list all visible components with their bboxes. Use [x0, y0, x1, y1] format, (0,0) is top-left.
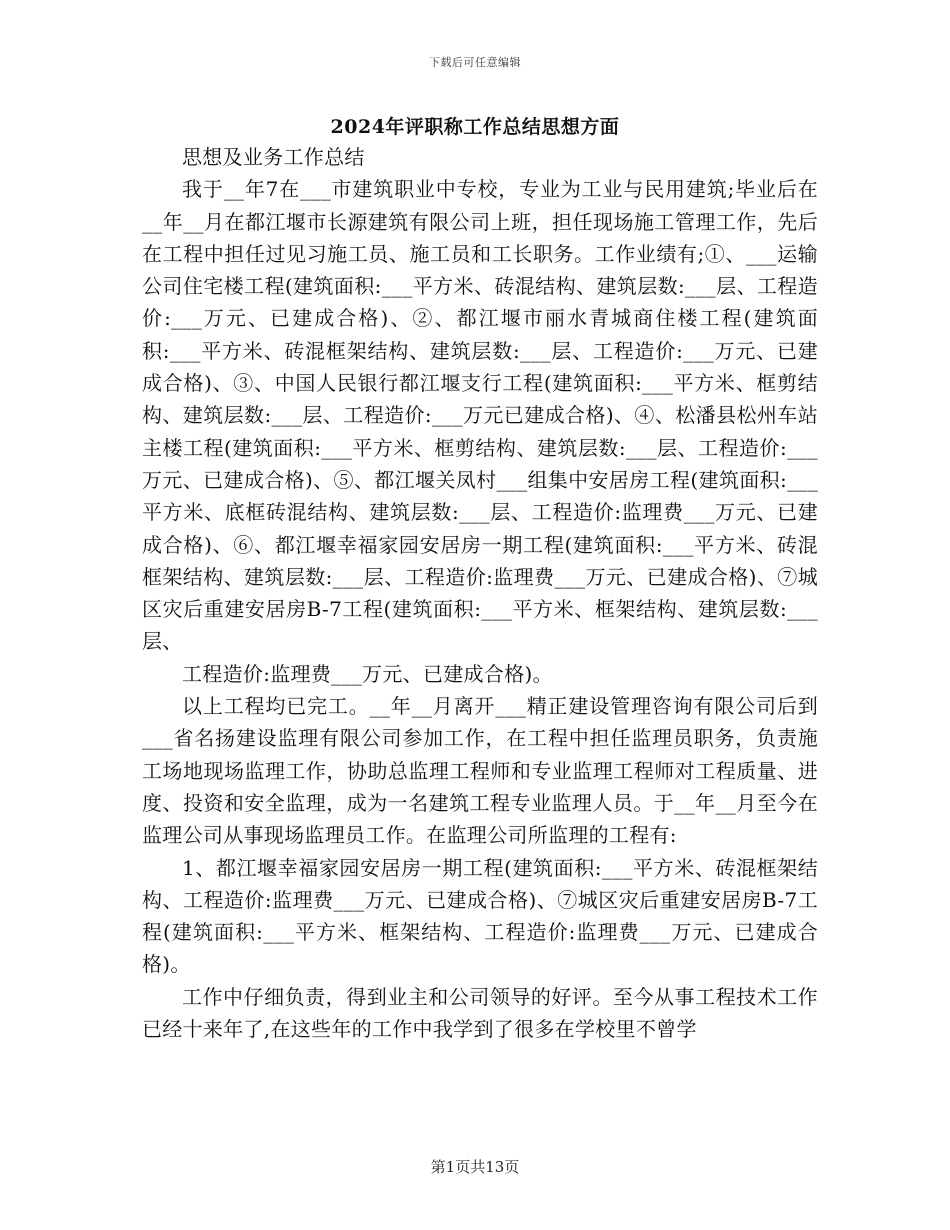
document-body — [142, 141, 818, 1045]
document-title: 2024年评职称工作总结思想方面 — [330, 116, 620, 138]
paragraph-summary: 工作中仔细负责，得到业主和公司领导的好评。至今从事工程技术工作已经十来年了,在这些年的工作中我学到了很多在学校里不曾学 — [142, 984, 818, 1042]
page-indicator: 第1页共13页 — [430, 1158, 520, 1176]
paragraph-supervised-projects: 1、都江堰幸福家园安居房一期工程(建筑面积:___平方米、砖混框架结构、工程造价:监理费___万元、已建成合格)、⑦城区灾后重建安居房B-7工程(建筑面积:___平方米、框架结构、工程造价:监理费___万元、已建成合格)。 — [142, 855, 818, 977]
header-note: 下载后可任意编辑 — [429, 56, 521, 69]
paragraph-work-history: 我于__年7在___市建筑职业中专校，专业为工业与民用建筑;毕业后在__年__月在都江堰市长源建筑有限公司上班，担任现场施工管理工作，先后在工程中担任过见习施工员、施工员和工长职务。工作业绩有;①、___运输公司住宅楼工程(建筑面积:___平方米、砖混结构、建筑层数:___层、工程造价:___万元、已建成合格)、②、都江堰市丽水青城商住楼工程(建筑面积:___平方米、砖混框架结构、建筑层数:___层、工程造价:___万元、已建成合格)、③、中国人民银行都江堰支行工程(建筑面积:___平方米、框剪结构、建筑层数:___层、工程造价:___万元已建成合格)、④、松潘县松州车站主楼工程(建筑面积:___平方米、框剪结构、建筑层数:___层、工程造价:___万元、已建成合格)、⑤、都江堰关凤村___组集中安居房工程(建筑面积:___平方米、底框砖混结构、建筑层数:___层、工程造价:监理费___万元、已建成合格)、⑥、都江堰幸福家园安居房一期工程(建筑面积:___平方米、砖混框架结构、建筑层数:___层、工程造价:监理费___万元、已建成合格)、⑦城区灾后重建安居房B-7工程(建筑面积:___平方米、框架结构、建筑层数:___层、 — [142, 177, 818, 654]
paragraph-supervision: 以上工程均已完工。__年__月离开___精正建设管理咨询有限公司后到___省名扬建设监理有限公司参加工作，在工程中担任监理员职务，负责施工场地现场监理工作，协助总监理工程师和专业监理工程师对工程质量、进度、投资和安全监理，成为一名建筑工程专业监理人员。于__年__月至今在监理公司从事现场监理员工作。在监理公司所监理的工程有: — [142, 694, 818, 848]
paragraph-subtitle: 思想及业务工作总结 — [182, 145, 365, 169]
paragraph-work-history-end: 工程造价:监理费___万元、已建成合格)。 — [182, 661, 553, 686]
